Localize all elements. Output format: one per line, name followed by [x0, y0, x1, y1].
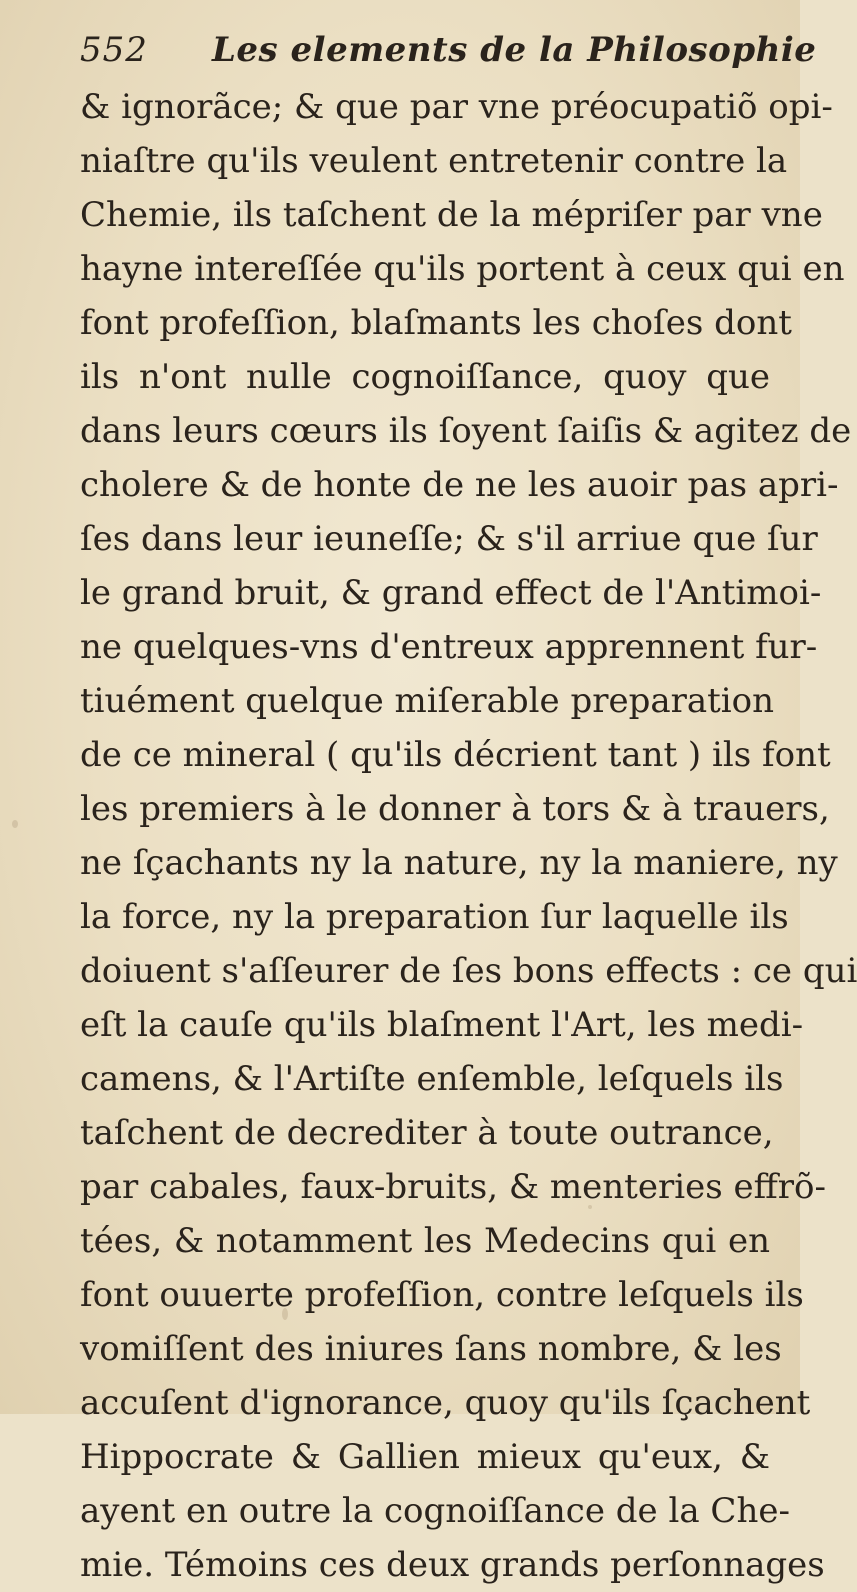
- text-line: le grand bruit, & grand effect de l'Antimoi-: [80, 573, 822, 613]
- text-line: ne ſçachants ny la nature, ny la maniere, ny: [80, 843, 838, 883]
- text-line: Chemie, ils taſchent de la mépriſer par vne: [80, 195, 823, 235]
- text-line: dans leurs cœurs ils ſoyent ſaiſis & agitez de: [80, 411, 852, 451]
- paper-spot: [12, 820, 18, 828]
- text-line: la force, ny la preparation ſur laquelle ils: [80, 897, 789, 937]
- text-line: vomiſſent des iniures ſans nombre, & les: [80, 1329, 782, 1369]
- text-line: font profeſſion, blaſmants les choſes dont: [80, 303, 792, 343]
- text-line: & ignorãce; & que par vne préocupatiõ opi-: [80, 87, 833, 127]
- text-line: cholere & de honte de ne les auoir pas apri-: [80, 465, 839, 505]
- text-line: doiuent s'aſſeurer de ſes bons effects : ce qui: [80, 951, 857, 991]
- text-line: niaſtre qu'ils veulent entretenir contre la: [80, 141, 788, 181]
- text-line: ayent en outre la cognoiſſance de la Che-: [80, 1491, 790, 1531]
- page-header: [80, 22, 817, 80]
- text-line: de ce mineral ( qu'ils décrient tant ) ils font: [80, 735, 831, 775]
- text-line: par cabales, faux-bruits, & menteries effrõ-: [80, 1167, 826, 1207]
- text-line: Hippocrate & Gallien mieux qu'eux, &: [80, 1437, 770, 1477]
- page-number: 552: [80, 30, 148, 70]
- text-line: les premiers à le donner à tors & à trauers,: [80, 789, 830, 829]
- text-line: mie. Témoins ces deux grands perſonnages: [80, 1545, 825, 1585]
- text-line: taſchent de decrediter à toute outrance,: [80, 1113, 774, 1153]
- text-line: ils n'ont nulle cognoiſſance, quoy que: [80, 357, 770, 397]
- text-line: ſes dans leur ieuneſſe; & s'il arriue que ſur: [80, 519, 818, 559]
- text-line: eſt la cauſe qu'ils blaſment l'Art, les medi-: [80, 1005, 804, 1045]
- body-text: [80, 80, 857, 1592]
- text-line: ne quelques-vns d'entreux apprennent fur-: [80, 627, 818, 667]
- running-title: Les elements de la Philosophie: [212, 30, 817, 70]
- text-line: font ouuerte profeſſion, contre leſquels ils: [80, 1275, 804, 1315]
- text-line: accuſent d'ignorance, quoy qu'ils ſçachent: [80, 1383, 811, 1423]
- text-line: tées, & notamment les Medecins qui en: [80, 1221, 770, 1261]
- text-line: hayne intereſſée qu'ils portent à ceux qui en: [80, 249, 845, 289]
- text-line: tiuément quelque miſerable preparation: [80, 681, 775, 721]
- text-line: camens, & l'Artiſte enſemble, leſquels ils: [80, 1059, 784, 1099]
